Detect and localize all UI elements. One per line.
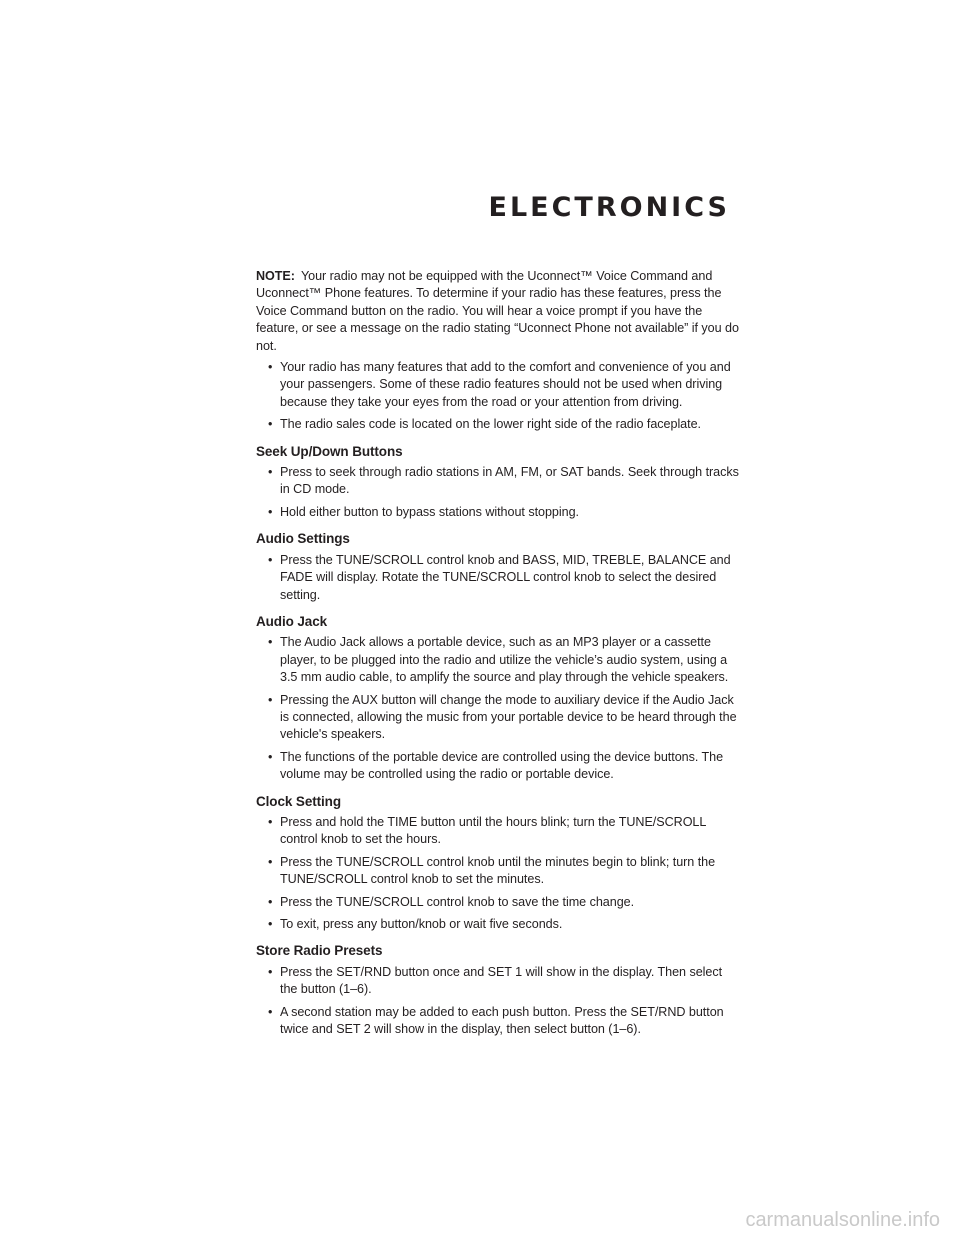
note-text: Your radio may not be equipped with the Uconnect™ Voice Command and Uconnect™ Phone features. To determine if your radio has these features, press the Voice Command button on the radio. You will hear a voice prompt if you have the feature, or see a message on the radio stating “Uconnect Phone not available” if you do not. <box>256 269 739 353</box>
site-watermark: carmanualsonline.info <box>745 1209 940 1231</box>
bullet-icon: • <box>268 894 273 909</box>
list-item <box>268 692 742 744</box>
audio-jack-heading: Audio Jack <box>256 613 328 629</box>
list-item <box>268 552 742 604</box>
bullet-icon: • <box>268 635 273 650</box>
note-label: NOTE: <box>256 269 295 283</box>
bullet-icon: • <box>268 964 273 979</box>
seek-buttons-heading: Seek Up/Down Buttons <box>256 443 403 459</box>
bullet-text: Press the TUNE/SCROLL control knob and BASS, MID, TREBLE, BALANCE and FADE will display. Rotate the TUNE/SCROLL control knob to select the desired setting. <box>280 552 731 602</box>
bullet-icon: • <box>268 552 273 567</box>
bullet-icon: • <box>268 504 273 519</box>
list-item <box>268 749 742 784</box>
section-header-title: ELECTRONICS <box>488 192 730 223</box>
list-item <box>268 916 742 933</box>
bullet-text: Press and hold the TIME button until the hours blink; turn the TUNE/SCROLL control knob to set the hours. <box>280 814 706 847</box>
bullet-text: Hold either button to bypass stations without stopping. <box>280 504 579 519</box>
bullet-text: Press the TUNE/SCROLL control knob until the minutes begin to blink; turn the TUNE/SCROLL control knob to set the minutes. <box>280 854 716 887</box>
seek-buttons-bullet-list <box>256 464 742 521</box>
bullet-icon: • <box>268 1004 273 1019</box>
bullet-icon: • <box>268 465 273 480</box>
bullet-text: Press the SET/RND button once and SET 1 will show in the display. Then select the button (1–6). <box>280 964 723 997</box>
bullet-icon: • <box>268 417 273 432</box>
bullet-icon: • <box>268 917 273 931</box>
bullet-icon: • <box>268 749 273 764</box>
bullet-text: Your radio has many features that add to the comfort and convenience of you and your passengers. Some of these radio features should not be used when driving because they take your eyes from the road or your attention from driving. <box>280 360 731 409</box>
clock-setting-heading: Clock Setting <box>256 793 341 809</box>
intro-bullet-list <box>256 359 742 434</box>
list-item <box>268 416 742 433</box>
list-item <box>268 504 742 521</box>
audio-jack-bullet-list <box>256 634 742 783</box>
bullet-text: Press the TUNE/SCROLL control knob to save the time change. <box>280 894 635 909</box>
clock-setting-bullet-list <box>256 814 742 933</box>
note-paragraph <box>256 268 742 355</box>
list-item <box>268 964 742 999</box>
bullet-text: Pressing the AUX button will change the mode to auxiliary device if the Audio Jack is connected, allowing the music from your portable device to be heard through the vehicle's speakers. <box>280 692 737 742</box>
manual-page-content <box>256 268 742 1043</box>
list-item <box>268 359 742 411</box>
bullet-text: A second station may be added to each push button. Press the SET/RND button twice and SET 2 will show in the display, then select button (1–6). <box>280 1004 724 1037</box>
list-item <box>268 894 742 911</box>
list-item <box>268 634 742 686</box>
bullet-text: Press to seek through radio stations in AM, FM, or SAT bands. Seek through tracks in CD mode. <box>280 465 739 497</box>
bullet-text: The Audio Jack allows a portable device, such as an MP3 player or a cassette player, to be plugged into the radio and utilize the vehicle’s audio system, using a 3.5 mm audio cable, to amplify the source and play through the vehicle speakers. <box>280 635 729 685</box>
list-item <box>268 1004 742 1039</box>
store-radio-presets-heading: Store Radio Presets <box>256 943 383 959</box>
bullet-icon: • <box>268 854 273 869</box>
store-radio-presets-bullet-list <box>256 964 742 1039</box>
bullet-text: The functions of the portable device are controlled using the device buttons. The volume may be controlled using the radio or portable device. <box>280 749 724 782</box>
bullet-text: To exit, press any button/knob or wait five seconds. <box>280 917 563 931</box>
bullet-icon: • <box>268 814 273 829</box>
bullet-icon: • <box>268 692 273 707</box>
list-item <box>268 814 742 849</box>
bullet-icon: • <box>268 360 273 375</box>
audio-settings-heading: Audio Settings <box>256 531 350 547</box>
bullet-text: The radio sales code is located on the lower right side of the radio faceplate. <box>280 417 701 432</box>
list-item <box>268 854 742 889</box>
audio-settings-bullet-list <box>256 552 742 604</box>
list-item <box>268 464 742 499</box>
